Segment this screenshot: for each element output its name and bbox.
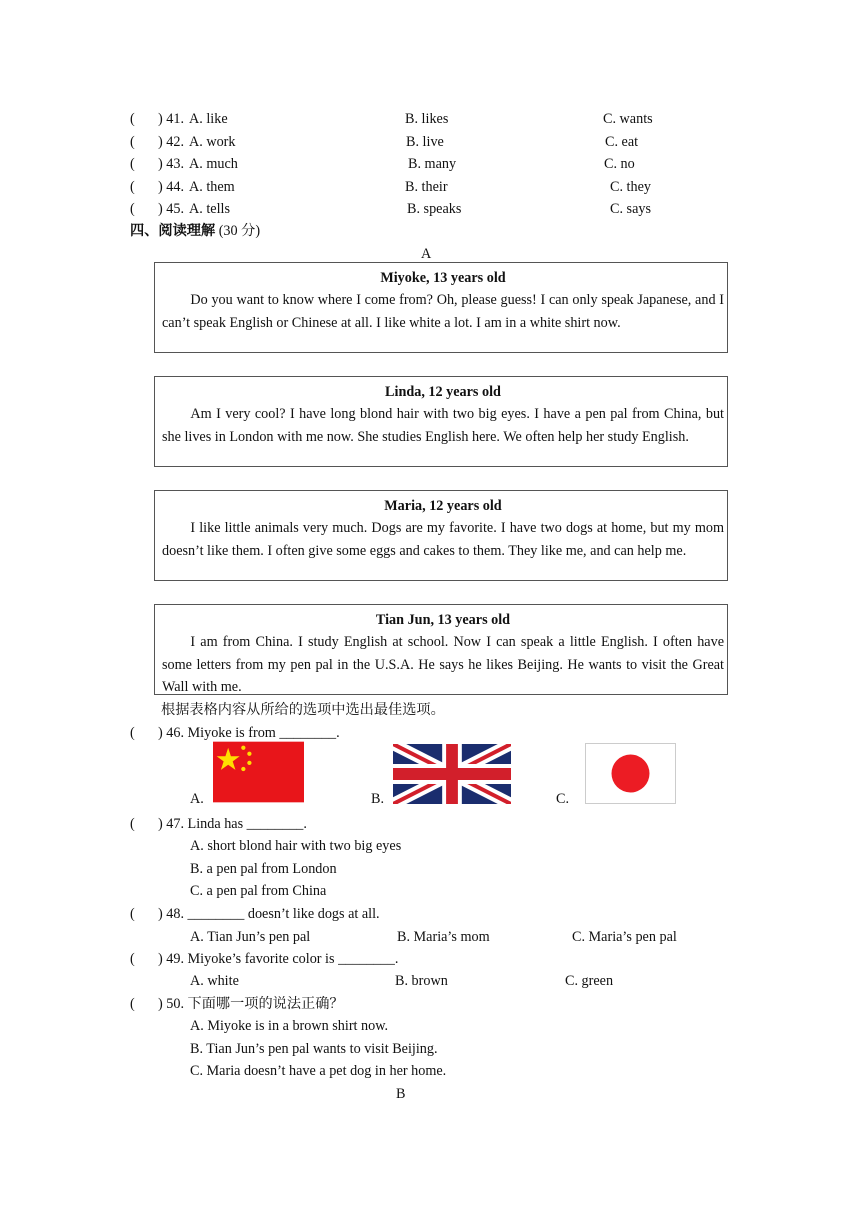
- option-a: A. Miyoke is in a brown shirt now.: [190, 1018, 389, 1034]
- answer-paren[interactable]: (: [130, 816, 135, 832]
- profile-box-miyoke: [154, 262, 728, 353]
- option-c: C. says: [610, 201, 651, 217]
- profile-title: Miyoke, 13 years old: [380, 270, 506, 286]
- answer-paren[interactable]: (: [130, 725, 135, 741]
- option-a: A. them: [189, 179, 235, 195]
- option-c: C. eat: [605, 134, 639, 150]
- answer-paren[interactable]: (: [130, 134, 135, 150]
- question-number: ) 44.: [158, 179, 185, 195]
- section-points: (30 分): [218, 223, 261, 239]
- option-c: C. they: [610, 179, 651, 195]
- option-b: B. brown: [395, 973, 448, 989]
- option-a: A. Tian Jun’s pen pal: [190, 929, 311, 945]
- option-a: A. short blond hair with two big eyes: [190, 838, 402, 854]
- japan-flag-icon: [585, 743, 676, 804]
- option-a: A. white: [190, 973, 239, 989]
- profile-title: Maria, 12 years old: [384, 498, 502, 514]
- question-number: ) 45.: [158, 201, 185, 217]
- option-c: C.: [556, 791, 570, 807]
- option-a: A. like: [189, 111, 228, 127]
- question-number: ) 42.: [158, 134, 185, 150]
- option-b: B. speaks: [407, 201, 462, 217]
- answer-paren[interactable]: (: [130, 179, 135, 195]
- answer-paren[interactable]: (: [130, 111, 135, 127]
- question-stem: ) 47. Linda has ________.: [158, 816, 307, 832]
- option-b: B. a pen pal from London: [190, 861, 337, 877]
- question-number: ) 41.: [158, 111, 185, 127]
- option-b: B. Maria’s mom: [397, 929, 490, 945]
- profile-text: Do you want to know where I come from? Oh, please guess! I can only speak Japanese, and I can’t speak English or Chinese at all. I like white a lot. I am in a white shirt now.: [162, 292, 724, 331]
- instruction: 根据表格内容从所给的选项中选出最佳选项。: [161, 702, 445, 718]
- option-c: C. green: [565, 973, 614, 989]
- option-b: B. their: [405, 179, 448, 195]
- option-b: B. Tian Jun’s pen pal wants to visit Beijing.: [190, 1041, 438, 1057]
- profile-text: I am from China. I study English at school. Now I can speak a little English. I often have some letters from my pen pal in the U.S.A. He says he likes Beijing. He wants to visit the Great Wall with me.: [162, 634, 724, 696]
- option-a: A. much: [189, 156, 238, 172]
- question-stem: ) 46. Miyoke is from ________.: [158, 725, 340, 741]
- option-c: C. no: [604, 156, 635, 172]
- profile-text: I like little animals very much. Dogs are my favorite. I have two dogs at home, but my mom doesn’t like them. I often give some eggs and cakes to them. They like me, and can help me.: [162, 520, 724, 559]
- profile-box-linda: [154, 376, 728, 467]
- option-a: A.: [190, 791, 204, 807]
- passage-a-label: A: [421, 246, 432, 262]
- option-b: B. many: [408, 156, 457, 172]
- option-c: C. a pen pal from China: [190, 883, 327, 899]
- answer-paren[interactable]: (: [130, 201, 135, 217]
- profile-title: Linda, 12 years old: [385, 384, 501, 400]
- answer-paren[interactable]: (: [130, 906, 135, 922]
- option-c: C. Maria’s pen pal: [572, 929, 677, 945]
- china-flag-icon: [213, 741, 304, 803]
- answer-paren[interactable]: (: [130, 996, 135, 1012]
- question-stem: ) 48. ________ doesn’t like dogs at all.: [158, 906, 380, 922]
- question-stem: ) 50. 下面哪一项的说法正确？: [158, 996, 344, 1012]
- option-c: C. Maria doesn’t have a pet dog in her home.: [190, 1063, 447, 1079]
- section-heading: [130, 222, 260, 240]
- passage-b-label: B: [396, 1086, 406, 1102]
- option-a: A. tells: [189, 201, 230, 217]
- profile-box-tian-jun: [154, 604, 728, 695]
- answer-paren[interactable]: (: [130, 156, 135, 172]
- option-b: B. likes: [405, 111, 449, 127]
- option-b: B. live: [406, 134, 444, 150]
- option-b: B.: [371, 791, 385, 807]
- option-c: C. wants: [603, 111, 653, 127]
- question-number: ) 43.: [158, 156, 185, 172]
- option-a: A. work: [189, 134, 236, 150]
- question-stem: ) 49. Miyoke’s favorite color is ________.: [158, 951, 399, 967]
- answer-paren[interactable]: (: [130, 951, 135, 967]
- uk-flag-icon: [393, 744, 511, 804]
- profile-text: Am I very cool? I have long blond hair with two big eyes. I have a pen pal from China, but she lives in London with me now. She studies English here. We often help her study English.: [162, 406, 724, 445]
- profile-title: Tian Jun, 13 years old: [375, 612, 511, 628]
- section-title: 四、阅读理解: [130, 223, 216, 239]
- profile-box-maria: [154, 490, 728, 581]
